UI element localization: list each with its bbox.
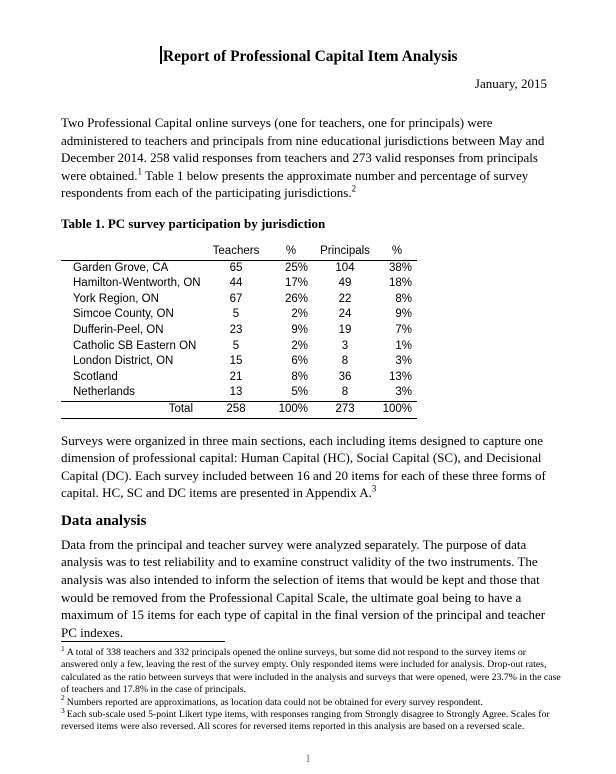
cell-principals: 19 xyxy=(338,323,352,336)
intro-text-1: Two Professional Capital online surveys (one for teachers, one for principals) were administered to teachers and principals from nine educational jurisdictions between May and December 2014. 258 valid responses from teachers and 273 valid responses from principals were obtained. xyxy=(61,115,545,183)
total-principals: 273 xyxy=(313,401,377,418)
cell-jurisdiction: Dufferin-Peel, ON xyxy=(73,323,164,336)
footnote-1-text: A total of 338 teachers and 332 principals opened the online surveys, but some did not respond to the survey items or answered only a few, leaving the rest of the survey empty. Only responded items were included for analysis. Drop-out rates, calculated as the ratio between surveys that were included in the analysis and surveys that were opened, were 23.7% in the case of teachers and 17.8% in the case of principals. xyxy=(61,647,561,696)
col-header-teachers: Teachers xyxy=(203,244,269,260)
table-total-row xyxy=(61,401,417,418)
data-analysis-heading: Data analysis xyxy=(61,512,147,529)
total-label: Total xyxy=(61,401,203,418)
intro-text-2: Table 1 below presents the approximate number and percentage of survey respondents from each of the participating jurisdictions. xyxy=(61,167,529,201)
cell-teachers: 5 xyxy=(232,308,240,321)
table-row xyxy=(61,385,417,401)
cell-teachers: 23 xyxy=(229,323,243,336)
cell-principals-pct: 3% xyxy=(395,355,412,368)
participation-table xyxy=(61,244,417,419)
cell-principals: 24 xyxy=(338,308,352,321)
intro-paragraph xyxy=(61,114,557,202)
table-row xyxy=(61,339,417,355)
footnote-2-marker: 2 xyxy=(61,693,65,703)
col-header-principals: Principals xyxy=(313,244,377,260)
table-row xyxy=(61,323,417,339)
cell-teachers: 15 xyxy=(229,355,243,368)
col-header-teachers-pct: % xyxy=(269,244,313,260)
footnote-3-text: Each sub-scale used 5-point Likert type items, with responses ranging from Strongly disagree to Strongly Agree. Scales for reversed items were also reversed. All scores for reversed items reported in this analysis are based on a reversed scale. xyxy=(61,709,550,733)
cell-principals-pct: 13% xyxy=(388,370,412,383)
footnote-separator xyxy=(61,641,225,642)
table-row xyxy=(61,354,417,370)
cell-jurisdiction: Garden Grove, CA xyxy=(73,261,169,274)
cell-jurisdiction: Hamilton-Wentworth, ON xyxy=(73,277,201,290)
cell-teachers: 13 xyxy=(229,386,243,399)
cell-teachers-pct: 26% xyxy=(284,292,308,305)
cell-teachers-pct: 6% xyxy=(291,355,308,368)
cell-principals: 8 xyxy=(341,355,349,368)
cell-principals: 8 xyxy=(341,386,349,399)
cell-principals: 36 xyxy=(338,370,352,383)
cell-jurisdiction: Scotland xyxy=(73,370,118,383)
cell-principals: 3 xyxy=(341,339,349,352)
footnote-3 xyxy=(61,705,561,734)
cell-principals-pct: 8% xyxy=(395,292,412,305)
cell-principals-pct: 3% xyxy=(395,386,412,399)
cell-jurisdiction: Netherlands xyxy=(73,386,136,399)
table-row xyxy=(61,276,417,292)
col-header-principals-pct: % xyxy=(377,244,417,260)
cell-teachers-pct: 9% xyxy=(291,323,308,336)
cell-teachers: 5 xyxy=(232,339,240,352)
footnotes-section xyxy=(61,641,561,734)
cell-teachers-pct: 25% xyxy=(284,261,308,274)
cell-teachers: 65 xyxy=(229,261,243,274)
text-caret xyxy=(160,46,162,64)
cell-principals: 22 xyxy=(338,292,352,305)
total-teachers: 258 xyxy=(203,401,269,418)
cell-jurisdiction: York Region, ON xyxy=(73,292,159,305)
total-principals-pct: 100% xyxy=(377,401,417,418)
document-title xyxy=(61,46,557,67)
cell-teachers-pct: 5% xyxy=(291,386,308,399)
footnote-ref-3: 3 xyxy=(371,483,377,494)
surveys-paragraph xyxy=(61,432,557,502)
cell-teachers: 67 xyxy=(229,292,243,305)
cell-principals-pct: 38% xyxy=(388,261,412,274)
footnote-1 xyxy=(61,643,561,697)
table-caption: Table 1. PC survey participation by jurisdiction xyxy=(61,215,326,231)
document-date: January, 2015 xyxy=(474,76,547,91)
cell-teachers-pct: 2% xyxy=(291,339,308,352)
cell-teachers-pct: 17% xyxy=(284,277,308,290)
footnote-1-marker: 1 xyxy=(61,643,65,653)
data-analysis-paragraph: Data from the principal and teacher survey were analyzed separately. The purpose of data analysis was to test reliability and to examine construct validity of the two instruments. The analysis was also intended to inform the selection of items that would be kept and those that would be removed from the Professional Capital Scale, the ultimate goal being to have a maximum of 15 items for each type of capital in the final version of the principal and teacher PC indexes. xyxy=(61,536,546,640)
cell-teachers-pct: 2% xyxy=(291,308,308,321)
cell-teachers-pct: 8% xyxy=(291,370,308,383)
cell-teachers: 44 xyxy=(229,277,243,290)
cell-principals-pct: 9% xyxy=(395,308,412,321)
footnote-3-marker: 3 xyxy=(61,705,65,715)
table-row xyxy=(61,260,417,276)
document-title-text: Report of Professional Capital Item Analysis xyxy=(162,48,458,65)
surveys-text: Surveys were organized in three main sections, each including items designed to capture one dimension of professional capital: Human Capital (HC), Social Capital (SC), and Decisional Capital (DC). Each survey included between 16 and 20 items for each of these three forms of capital. HC, SC and DC items are presented in Appendix A. xyxy=(61,432,546,501)
table-row xyxy=(61,307,417,323)
table-row xyxy=(61,370,417,386)
total-teachers-pct: 100% xyxy=(269,401,313,418)
footnote-2-text: Numbers reported are approximations, as location data could not be obtained for every survey respondent. xyxy=(66,696,483,708)
footnote-2 xyxy=(61,693,561,709)
cell-principals-pct: 18% xyxy=(388,277,412,290)
table-row xyxy=(61,292,417,308)
table-header-row xyxy=(61,244,417,260)
cell-principals: 104 xyxy=(335,261,355,274)
cell-jurisdiction: Catholic SB Eastern ON xyxy=(73,339,197,352)
cell-jurisdiction: London District, ON xyxy=(73,355,174,368)
footnote-ref-2: 2 xyxy=(351,184,357,195)
col-header-jurisdiction xyxy=(61,244,203,260)
cell-jurisdiction: Simcoe County, ON xyxy=(73,308,174,321)
cell-teachers: 21 xyxy=(229,370,243,383)
cell-principals: 49 xyxy=(338,277,352,290)
footnote-ref-1: 1 xyxy=(137,166,143,177)
page-number: 1 xyxy=(305,751,311,765)
cell-principals-pct: 1% xyxy=(395,339,412,352)
cell-principals-pct: 7% xyxy=(395,323,412,336)
